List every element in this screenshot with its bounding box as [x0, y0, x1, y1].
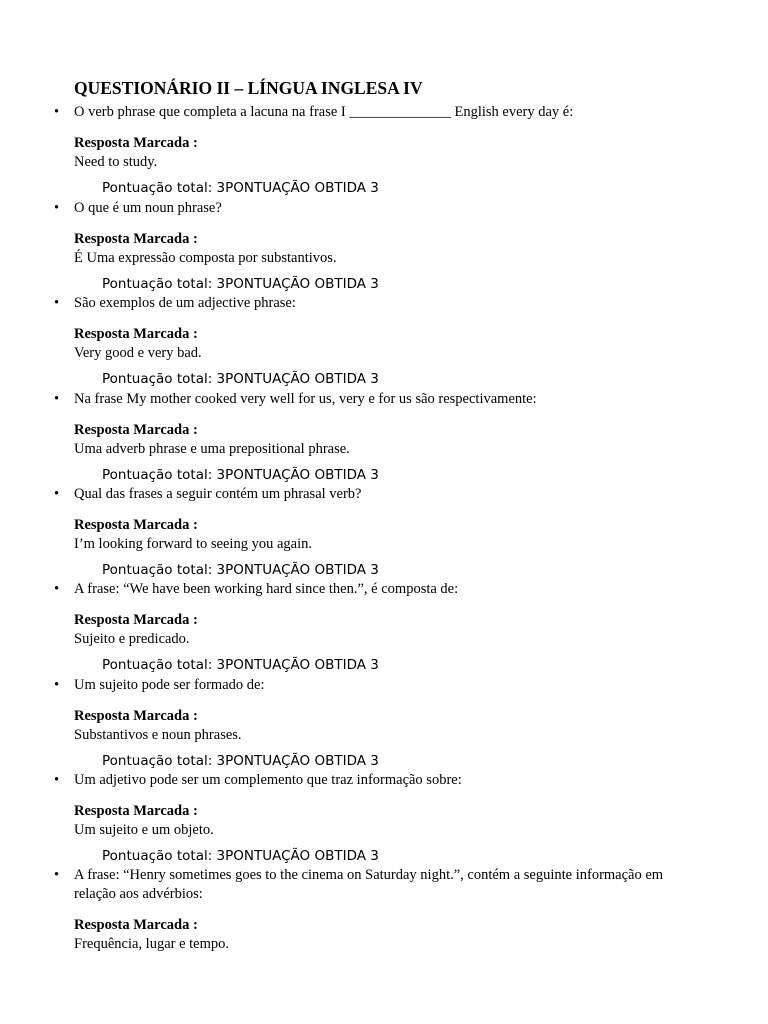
- question-item: [54, 771, 694, 866]
- bullet-icon: •: [54, 867, 60, 883]
- question-item: [54, 294, 694, 389]
- question-item: [54, 580, 694, 675]
- answer-label: Resposta Marcada :: [74, 708, 198, 724]
- bullet-icon: •: [54, 677, 60, 693]
- bullet-icon: •: [54, 104, 60, 120]
- score-line: Pontuação total: 3PONTUAÇÃO OBTIDA 3: [102, 657, 379, 673]
- score-line: Pontuação total: 3PONTUAÇÃO OBTIDA 3: [102, 562, 379, 578]
- answer-label: Resposta Marcada :: [74, 231, 198, 247]
- question-text: A frase: “We have been working hard since then.”, é composta de:: [74, 581, 459, 597]
- score-line: Pontuação total: 3PONTUAÇÃO OBTIDA 3: [102, 753, 379, 769]
- bullet-icon: •: [54, 295, 60, 311]
- score-line: Pontuação total: 3PONTUAÇÃO OBTIDA 3: [102, 276, 379, 292]
- question-item: [54, 485, 694, 580]
- bullet-icon: •: [54, 486, 60, 502]
- answer-label: Resposta Marcada :: [74, 135, 198, 151]
- question-text: O verb phrase que completa a lacuna na frase I ______________ English every day é:: [74, 104, 574, 120]
- bullet-icon: •: [54, 772, 60, 788]
- question-item: [54, 103, 694, 198]
- question-item: [54, 199, 694, 294]
- score-line: Pontuação total: 3PONTUAÇÃO OBTIDA 3: [102, 371, 379, 387]
- question-item: [54, 390, 694, 485]
- question-text: O que é um noun phrase?: [74, 200, 222, 216]
- answer-label: Resposta Marcada :: [74, 612, 198, 628]
- question-text: Um sujeito pode ser formado de:: [74, 677, 265, 693]
- score-line: Pontuação total: 3PONTUAÇÃO OBTIDA 3: [102, 467, 379, 483]
- question-text: São exemplos de um adjective phrase:: [74, 295, 296, 311]
- answer-text: É Uma expressão composta por substantivos.: [74, 250, 337, 266]
- answer-text: Very good e very bad.: [74, 345, 202, 361]
- answer-text: Frequência, lugar e tempo.: [74, 936, 230, 952]
- question-text: Na frase My mother cooked very well for us, very e for us são respectivamente:: [74, 391, 537, 407]
- answer-label: Resposta Marcada :: [74, 917, 198, 933]
- answer-label: Resposta Marcada :: [74, 803, 198, 819]
- score-line: Pontuação total: 3PONTUAÇÃO OBTIDA 3: [102, 848, 379, 864]
- question-text: A frase: “Henry sometimes goes to the cinema on Saturday night.”, contém a seguinte informação em relação aos advérbios:: [74, 867, 664, 902]
- question-text: Qual das frases a seguir contém um phrasal verb?: [74, 486, 362, 502]
- answer-text: Substantivos e noun phrases.: [74, 727, 242, 743]
- bullet-icon: •: [54, 581, 60, 597]
- score-line: Pontuação total: 3PONTUAÇÃO OBTIDA 3: [102, 180, 379, 196]
- answer-text: I’m looking forward to seeing you again.: [74, 536, 312, 552]
- question-item: [54, 676, 694, 771]
- question-item: [54, 866, 694, 954]
- answer-text: Uma adverb phrase e uma prepositional phrase.: [74, 441, 350, 457]
- answer-label: Resposta Marcada :: [74, 422, 198, 438]
- answer-text: Need to study.: [74, 154, 158, 170]
- answer-label: Resposta Marcada :: [74, 517, 198, 533]
- question-text: Um adjetivo pode ser um complemento que traz informação sobre:: [74, 772, 462, 788]
- bullet-icon: •: [54, 200, 60, 216]
- answer-label: Resposta Marcada :: [74, 326, 198, 342]
- document-title: QUESTIONÁRIO II – LÍNGUA INGLESA IV: [74, 78, 423, 98]
- answer-text: Um sujeito e um objeto.: [74, 822, 214, 838]
- bullet-icon: •: [54, 391, 60, 407]
- answer-text: Sujeito e predicado.: [74, 631, 190, 647]
